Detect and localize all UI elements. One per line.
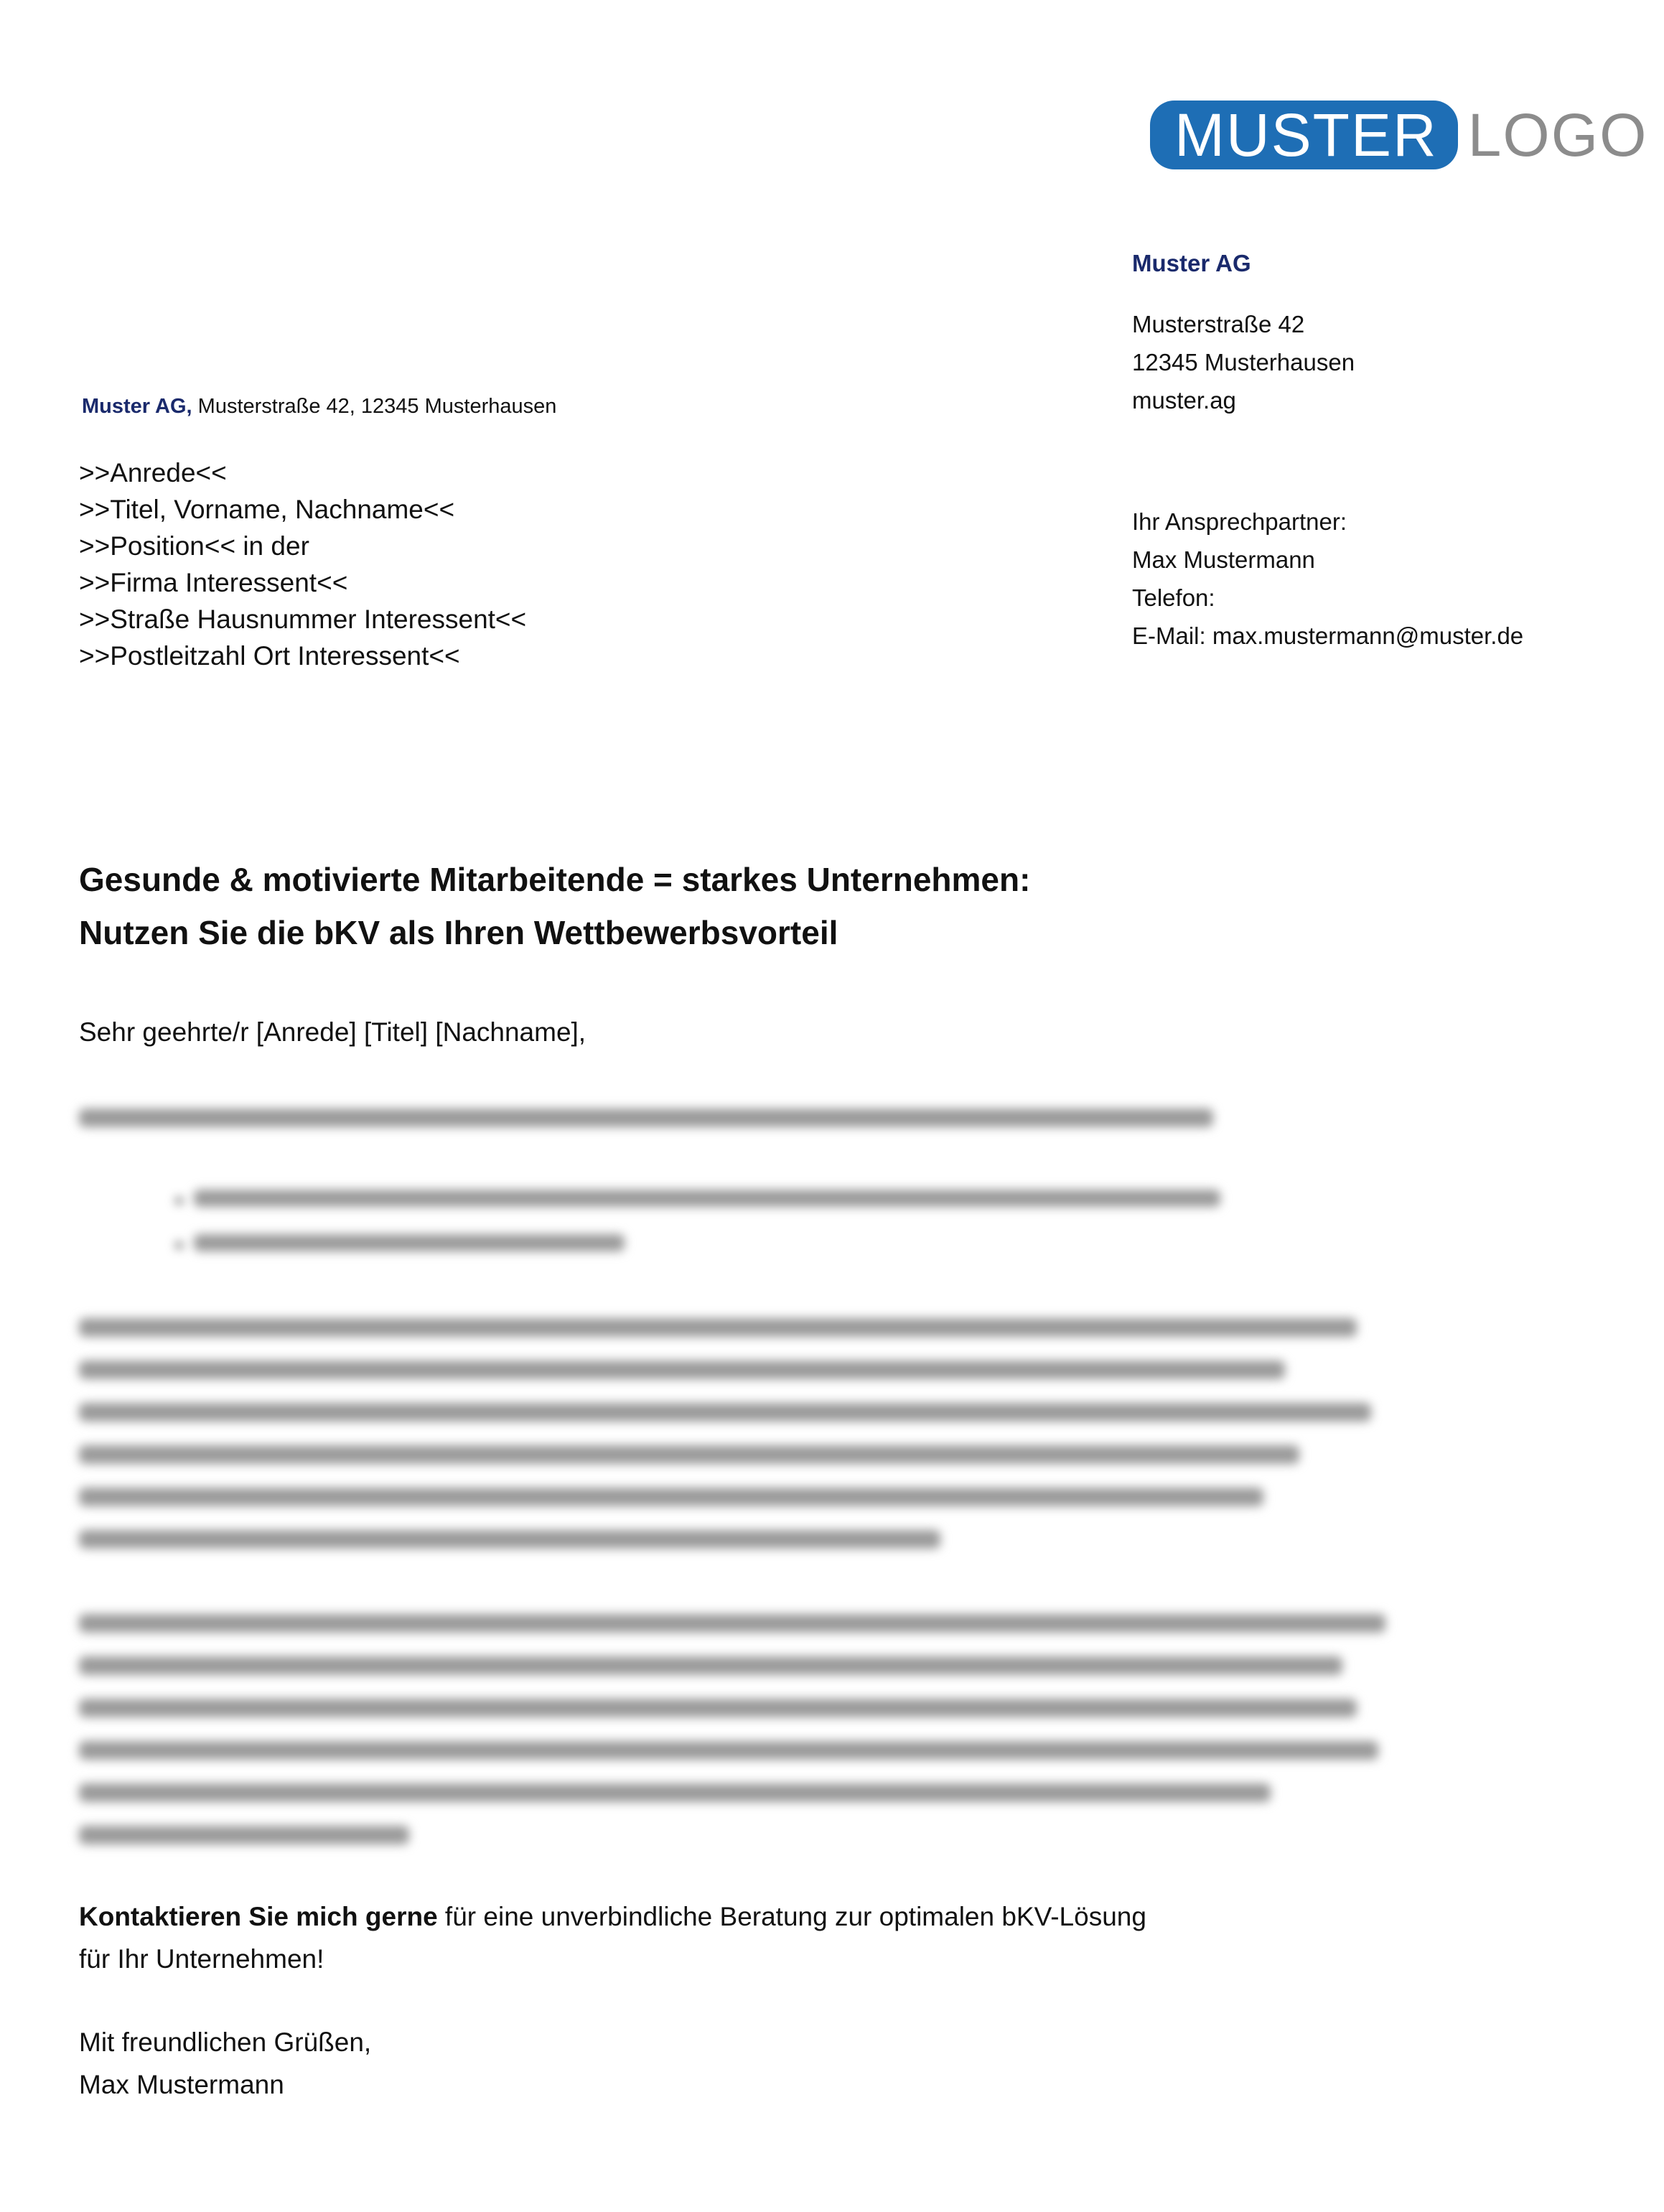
cta-line-2: für Ihr Unternehmen! [79, 1944, 324, 1974]
sender-return-line [82, 395, 556, 419]
logo-text-primary: MUSTER [1174, 101, 1438, 169]
sender-name: Muster AG, [82, 395, 192, 418]
company-name: Muster AG [1132, 250, 1251, 276]
contact-label: Ihr Ansprechpartner: [1132, 508, 1347, 535]
subject-line-1: Gesunde & motivierte Mitarbeitende = starkes Unternehmen: [79, 861, 1031, 898]
salutation: Sehr geehrte/r [Anrede] [Titel] [Nachname], [79, 1017, 586, 1047]
recipient-line: >>Position<< in der [79, 531, 309, 561]
blurred-paragraph-1 [79, 1307, 1385, 1549]
signature-name: Max Mustermann [79, 2070, 284, 2099]
recipient-line: >>Postleitzahl Ort Interessent<< [79, 641, 460, 671]
company-address [1132, 305, 1355, 419]
company-city: 12345 Musterhausen [1132, 349, 1355, 375]
contact-phone: Telefon: [1132, 584, 1215, 611]
company-website: muster.ag [1132, 387, 1236, 414]
recipient-line: >>Firma Interessent<< [79, 568, 348, 597]
recipient-address [79, 454, 526, 674]
company-street: Musterstraße 42 [1132, 311, 1305, 337]
contact-person-block [1132, 503, 1523, 655]
letter-subject [79, 853, 1030, 959]
blurred-paragraph-2 [79, 1602, 1385, 1844]
cta-text: für eine unverbindliche Beratung zur optimalen bKV-Lösung [437, 1902, 1146, 1931]
cta-bold: Kontaktieren Sie mich gerne [79, 1902, 438, 1931]
company-logo [1150, 101, 1647, 169]
sender-address: Musterstraße 42, 12345 Musterhausen [192, 395, 557, 418]
blurred-bullet-list [136, 1177, 1220, 1266]
contact-name: Max Mustermann [1132, 546, 1315, 573]
list-item [194, 1222, 1220, 1266]
closing-greeting: Mit freundlichen Grüßen, [79, 2027, 372, 2057]
closing [79, 2021, 1407, 2106]
logo-text-secondary: LOGO [1467, 101, 1648, 169]
recipient-line: >>Straße Hausnummer Interessent<< [79, 605, 527, 634]
contact-email: E-Mail: max.mustermann@muster.de [1132, 622, 1524, 649]
call-to-action [79, 1895, 1407, 1980]
recipient-line: >>Titel, Vorname, Nachname<< [79, 495, 455, 524]
blurred-intro-text [79, 1097, 1407, 1127]
subject-line-2: Nutzen Sie die bKV als Ihren Wettbewerbsvorteil [79, 914, 838, 951]
list-item [194, 1177, 1220, 1222]
recipient-line: >>Anrede<< [79, 458, 227, 487]
logo-muster [1150, 101, 1458, 169]
